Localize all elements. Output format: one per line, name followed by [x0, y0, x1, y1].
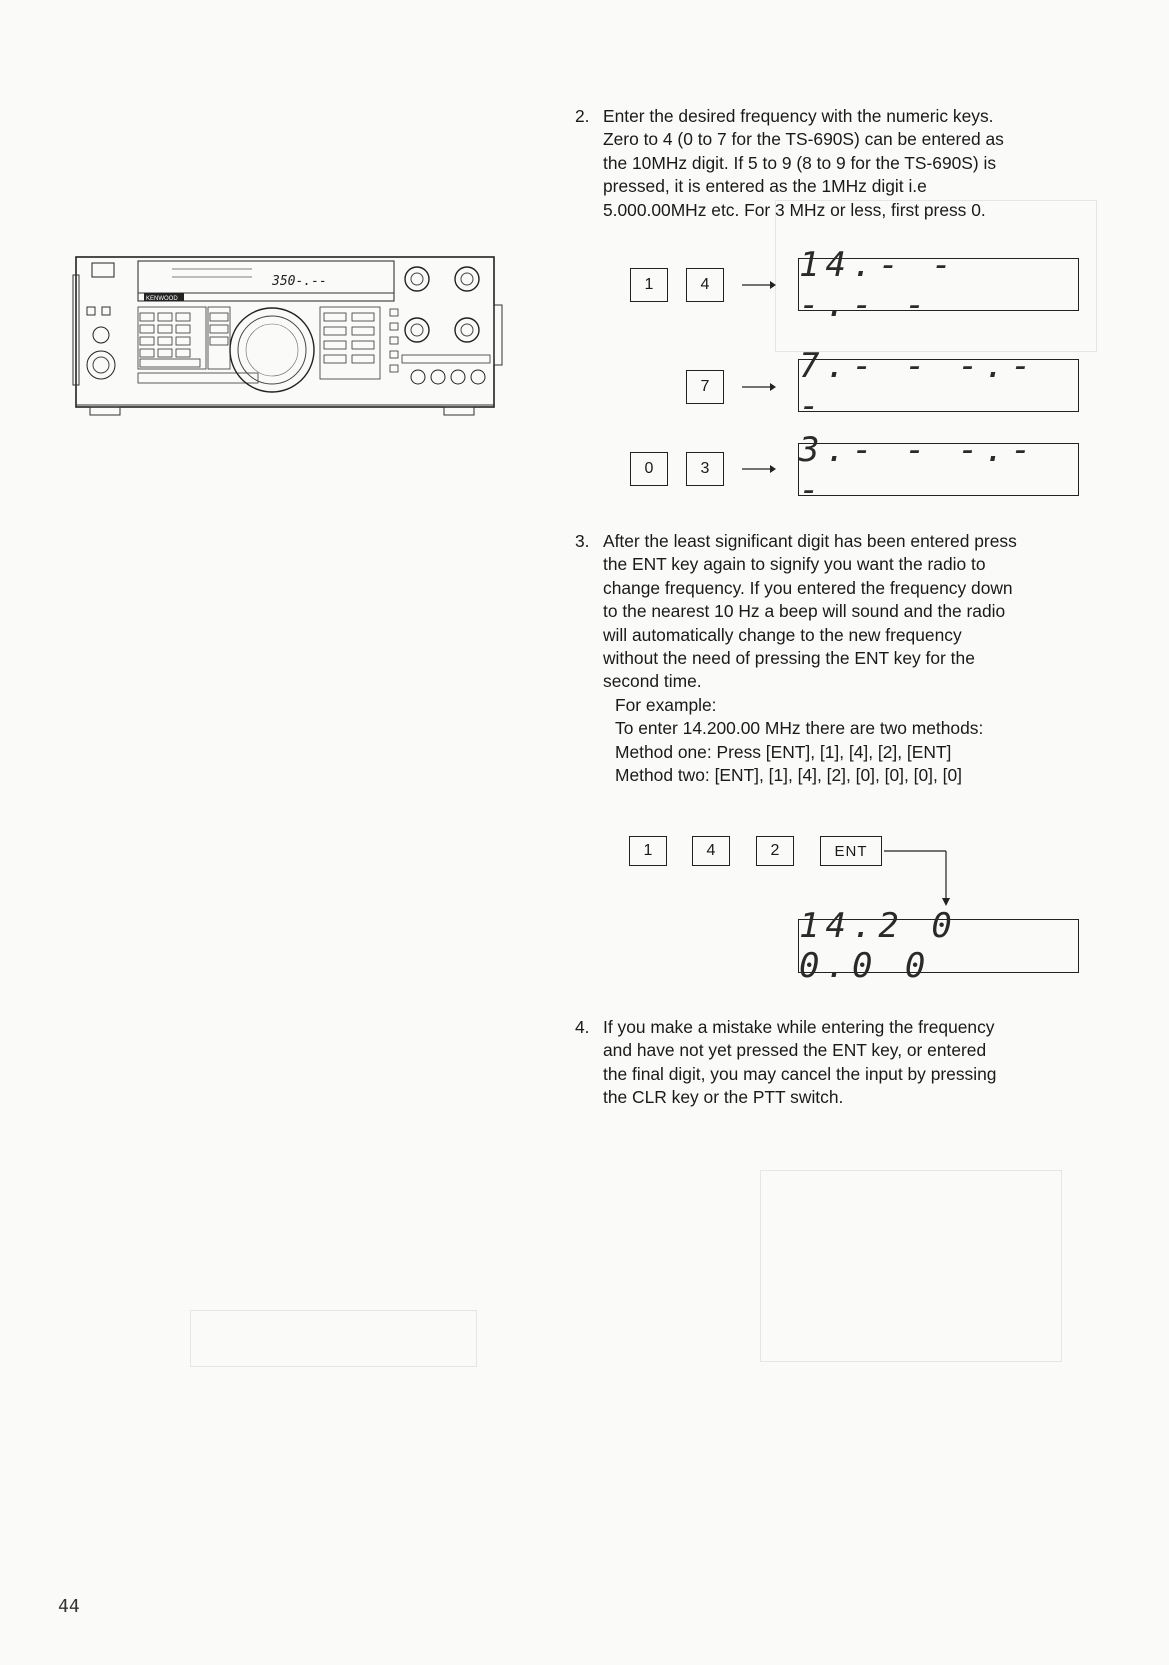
step-text-line: to the nearest 10 Hz a beep will sound and the radio [603, 601, 1006, 622]
arrow-icon [742, 382, 776, 392]
key-1: 1 [629, 836, 667, 866]
bleed-through-box [760, 1170, 1062, 1362]
display-readout: 3.- - -.- - [799, 429, 1038, 510]
display-readout: 14.2 0 0.0 0 [799, 906, 958, 986]
svg-text:350-.--: 350-.-- [272, 274, 327, 289]
arrow-down-icon [882, 846, 952, 906]
key-0: 0 [630, 452, 668, 486]
key-4: 4 [692, 836, 730, 866]
key-ent: ENT [820, 836, 882, 866]
step-4 [575, 1016, 1095, 1110]
step-number: 2. [575, 106, 590, 126]
step-text-line: the CLR key or the PTT switch. [603, 1087, 844, 1108]
step-text-line: 5.000.00MHz etc. For 3 MHz or less, first press 0. [603, 199, 986, 220]
example-line: For example: [615, 694, 717, 715]
step-text-line: If you make a mistake while entering the frequency [603, 1017, 995, 1037]
key-3: 3 [686, 452, 724, 486]
arrow-icon [742, 280, 776, 290]
example-line: Method two: [ENT], [1], [4], [2], [0], [0], [0], [0] [615, 765, 962, 786]
example-line: To enter 14.200.00 MHz there are two methods: [615, 718, 984, 739]
step-text-line: the 10MHz digit. If 5 to 9 (8 to 9 for the TS-690S) is [603, 152, 997, 173]
step-text-line: change frequency. If you entered the frequency down [603, 577, 1013, 598]
transceiver-illustration [72, 255, 504, 425]
example-line: Method one: Press [ENT], [1], [4], [2], [ENT] [615, 741, 952, 762]
step-2 [575, 105, 1095, 222]
step-text-line: second time. [603, 671, 702, 692]
svg-text:KENWOOD: KENWOOD [146, 296, 178, 302]
display-readout: 7.- - -.- - [799, 345, 1038, 426]
step-text-line: After the least significant digit has been entered press [603, 531, 1017, 551]
bleed-through-box [190, 1310, 477, 1367]
frequency-display [798, 345, 1079, 426]
key-2: 2 [756, 836, 794, 866]
frequency-display [798, 906, 1079, 986]
display-readout: 14.- - -.- - [799, 244, 958, 325]
key-4: 4 [686, 268, 724, 302]
step-text-line: Enter the desired frequency with the numeric keys. [603, 106, 994, 126]
step-text-line: Zero to 4 (0 to 7 for the TS-690S) can be entered as [603, 129, 1004, 150]
frequency-display [798, 244, 1079, 325]
step-text-line: will automatically change to the new frequency [603, 624, 962, 645]
step-text-line: and have not yet pressed the ENT key, or entered [603, 1040, 987, 1061]
step-number: 4. [575, 1017, 590, 1037]
frequency-display [798, 429, 1079, 510]
step-text-line: the final digit, you may cancel the input by pressing [603, 1063, 997, 1084]
step-text-line: pressed, it is entered as the 1MHz digit i.e [603, 176, 927, 197]
key-1: 1 [630, 268, 668, 302]
step-number: 3. [575, 531, 590, 551]
key-7: 7 [686, 370, 724, 404]
step-text-line: without the need of pressing the ENT key for the [603, 648, 975, 669]
page-number: 44 [58, 1596, 80, 1617]
step-3 [575, 530, 1095, 787]
arrow-icon [742, 464, 776, 474]
step-text-line: the ENT key again to signify you want the radio to [603, 554, 986, 575]
